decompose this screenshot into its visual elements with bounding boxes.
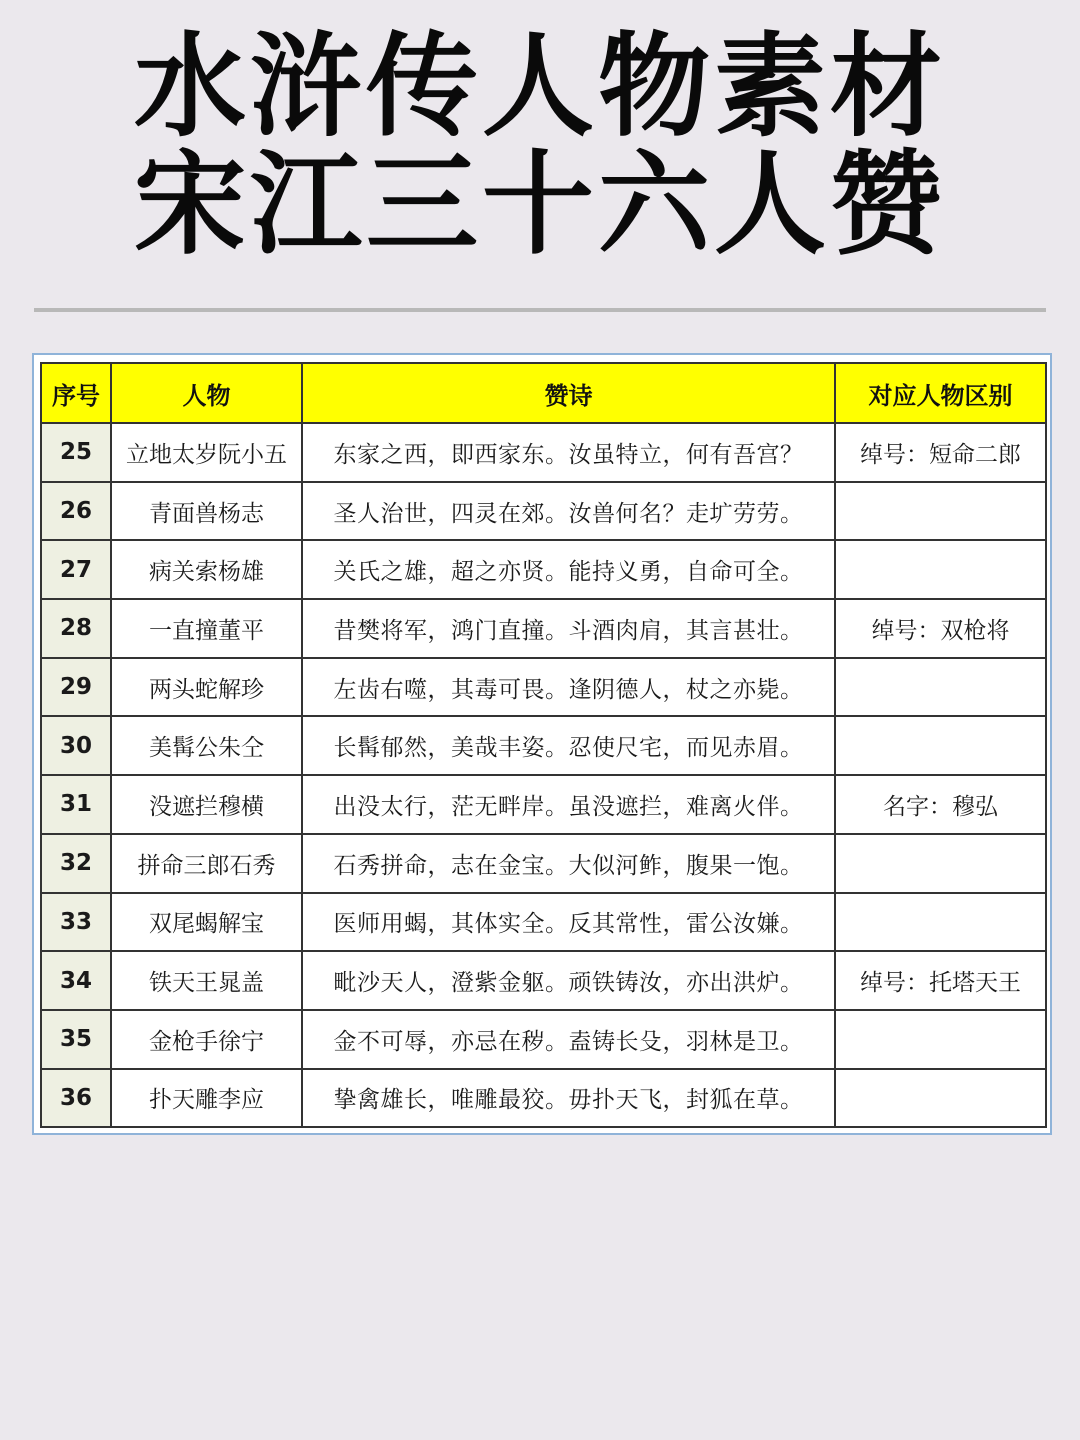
row-poem: 圣人治世，四灵在郊。汝兽何名？走圹劳劳。 bbox=[302, 482, 835, 541]
row-number: 32 bbox=[41, 834, 111, 893]
row-poem: 出没太行，茫无畔岸。虽没遮拦，难离火伴。 bbox=[302, 775, 835, 834]
row-person: 一直撞董平 bbox=[111, 599, 302, 658]
row-person: 美髯公朱仝 bbox=[111, 716, 302, 775]
row-person: 两头蛇解珍 bbox=[111, 658, 302, 717]
row-number: 30 bbox=[41, 716, 111, 775]
page-title bbox=[0, 22, 1080, 270]
row-note bbox=[835, 716, 1046, 775]
row-number: 29 bbox=[41, 658, 111, 717]
table-row bbox=[41, 1010, 1046, 1069]
row-poem: 关氏之雄，超之亦贤。能持义勇，自命可全。 bbox=[302, 540, 835, 599]
row-note bbox=[835, 658, 1046, 717]
row-note bbox=[835, 540, 1046, 599]
header-poem: 赞诗 bbox=[302, 363, 835, 423]
row-number: 33 bbox=[41, 893, 111, 952]
row-poem: 医师用蝎，其体实全。反其常性，雷公汝嫌。 bbox=[302, 893, 835, 952]
row-poem: 东家之西，即西家东。汝虽特立，何有吾宫？ bbox=[302, 423, 835, 482]
row-number: 26 bbox=[41, 482, 111, 541]
row-note: 绰号：托塔天王 bbox=[835, 951, 1046, 1010]
table-row bbox=[41, 1069, 1046, 1128]
row-poem: 昔樊将军，鸿门直撞。斗酒肉肩，其言甚壮。 bbox=[302, 599, 835, 658]
row-person: 没遮拦穆横 bbox=[111, 775, 302, 834]
table-row bbox=[41, 893, 1046, 952]
character-table bbox=[40, 362, 1047, 1128]
title-line-1: 水浒传人物素材 bbox=[134, 22, 946, 152]
row-person: 立地太岁阮小五 bbox=[111, 423, 302, 482]
row-note: 绰号：短命二郎 bbox=[835, 423, 1046, 482]
row-person: 金枪手徐宁 bbox=[111, 1010, 302, 1069]
row-person: 拼命三郎石秀 bbox=[111, 834, 302, 893]
row-poem: 金不可辱，亦忌在秽。盍铸长殳，羽林是卫。 bbox=[302, 1010, 835, 1069]
table-row bbox=[41, 599, 1046, 658]
table-row bbox=[41, 775, 1046, 834]
table-row bbox=[41, 540, 1046, 599]
table-row bbox=[41, 834, 1046, 893]
table-row bbox=[41, 951, 1046, 1010]
table-header-row bbox=[41, 363, 1046, 423]
row-person: 铁天王晁盖 bbox=[111, 951, 302, 1010]
row-person: 病关索杨雄 bbox=[111, 540, 302, 599]
row-number: 36 bbox=[41, 1069, 111, 1128]
table-row bbox=[41, 423, 1046, 482]
title-line-2: 宋江三十六人赞 bbox=[134, 140, 946, 270]
row-note bbox=[835, 482, 1046, 541]
row-note bbox=[835, 834, 1046, 893]
table-row bbox=[41, 658, 1046, 717]
row-number: 35 bbox=[41, 1010, 111, 1069]
row-poem: 挚禽雄长，唯雕最狡。毋扑天飞，封狐在草。 bbox=[302, 1069, 835, 1128]
row-note bbox=[835, 1069, 1046, 1128]
row-number: 34 bbox=[41, 951, 111, 1010]
table-row bbox=[41, 482, 1046, 541]
row-number: 28 bbox=[41, 599, 111, 658]
row-person: 青面兽杨志 bbox=[111, 482, 302, 541]
divider bbox=[34, 308, 1046, 312]
row-note: 绰号：双枪将 bbox=[835, 599, 1046, 658]
row-number: 27 bbox=[41, 540, 111, 599]
row-person: 扑天雕李应 bbox=[111, 1069, 302, 1128]
table-row bbox=[41, 716, 1046, 775]
header-number: 序号 bbox=[41, 363, 111, 423]
row-poem: 长髯郁然，美哉丰姿。忍使尺宅，而见赤眉。 bbox=[302, 716, 835, 775]
row-poem: 石秀拼命，志在金宝。大似河鲊，腹果一饱。 bbox=[302, 834, 835, 893]
row-number: 31 bbox=[41, 775, 111, 834]
row-poem: 毗沙天人，澄紫金躯。顽铁铸汝，亦出洪炉。 bbox=[302, 951, 835, 1010]
header-person: 人物 bbox=[111, 363, 302, 423]
row-poem: 左齿右噬，其毒可畏。逢阴德人，杖之亦毙。 bbox=[302, 658, 835, 717]
header-note: 对应人物区别 bbox=[835, 363, 1046, 423]
row-note: 名字：穆弘 bbox=[835, 775, 1046, 834]
row-person: 双尾蝎解宝 bbox=[111, 893, 302, 952]
row-note bbox=[835, 893, 1046, 952]
row-number: 25 bbox=[41, 423, 111, 482]
row-note bbox=[835, 1010, 1046, 1069]
